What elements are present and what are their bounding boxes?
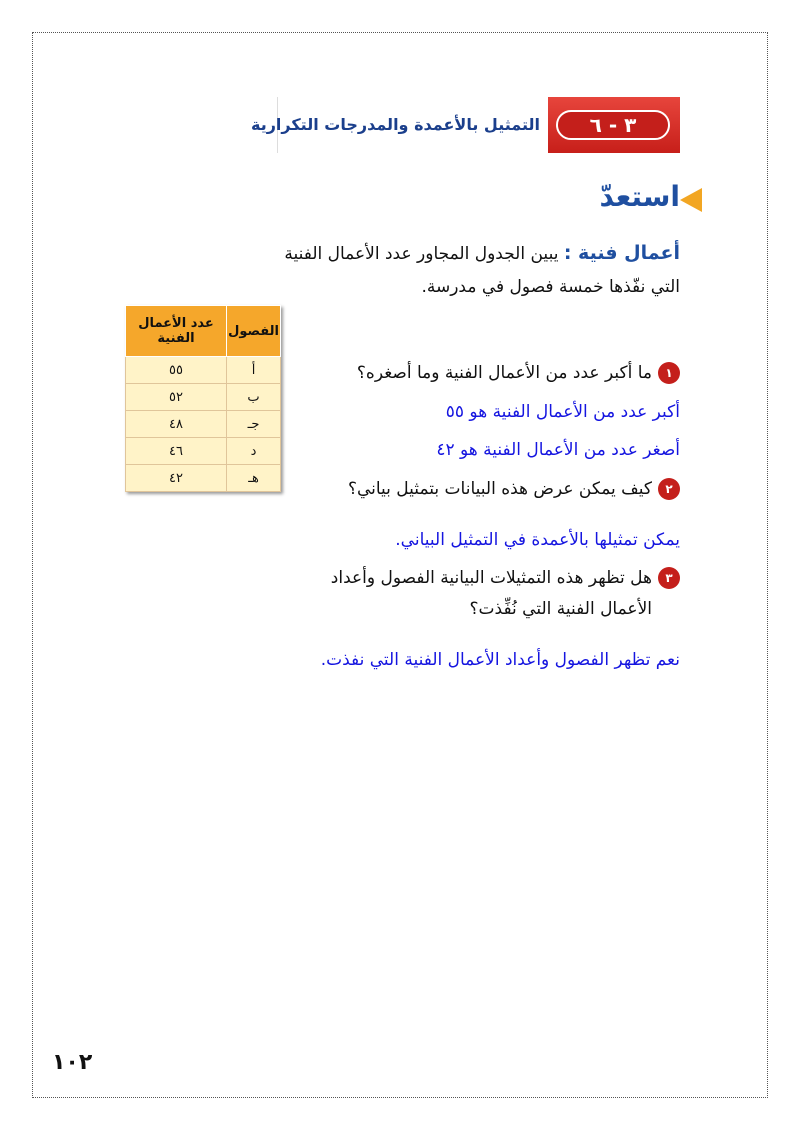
table-cell-class: ب — [227, 384, 281, 411]
lesson-number: ٣ - ٦ — [556, 110, 670, 140]
table-cell-class: أ — [227, 357, 281, 384]
table-cell-count: ٤٦ — [126, 438, 227, 465]
table-cell-count: ٤٨ — [126, 411, 227, 438]
table-cell-count: ٤٢ — [126, 465, 227, 492]
lesson-header — [251, 97, 680, 153]
question-2 — [348, 478, 680, 500]
question-text: ما أكبر عدد من الأعمال الفنية وما أصغره؟ — [356, 363, 652, 383]
table-cell-count: ٥٥ — [126, 357, 227, 384]
answer-3: نعم تظهر الفصول وأعداد الأعمال الفنية التي نفذت. — [320, 650, 680, 670]
data-table — [125, 305, 281, 492]
table-header-classes: الفصول — [227, 306, 281, 357]
question-number: ٣ — [658, 567, 680, 589]
intro-label: أعمال فنية : — [563, 242, 680, 264]
table-row — [126, 438, 281, 465]
table-header-row — [126, 306, 281, 357]
table-cell-class: د — [227, 438, 281, 465]
page-number: ١٠٢ — [52, 1050, 93, 1075]
lesson-title: التمثيل بالأعمدة والمدرجات التكرارية — [251, 115, 540, 134]
question-1 — [357, 362, 680, 384]
question-text: كيف يمكن عرض هذه البيانات بتمثيل بياني؟ — [347, 479, 652, 499]
question-text-line-1: هل تظهر هذه التمثيلات البيانية الفصول وأعداد — [330, 568, 652, 588]
question-number: ٢ — [658, 478, 680, 500]
answer-1-line-1: أكبر عدد من الأعمال الفنية هو ٥٥ — [445, 402, 680, 422]
table-row — [126, 411, 281, 438]
table-row — [126, 465, 281, 492]
table-cell-class: هـ — [227, 465, 281, 492]
intro-paragraph — [280, 237, 680, 304]
arrow-icon — [680, 188, 702, 212]
table-row — [126, 357, 281, 384]
answer-1-line-2: أصغر عدد من الأعمال الفنية هو ٤٢ — [436, 440, 680, 460]
table-cell-count: ٥٢ — [126, 384, 227, 411]
answer-2: يمكن تمثيلها بالأعمدة في التمثيل البياني. — [395, 530, 680, 550]
question-3-line-2: الأعمال الفنية التي نُفِّذت؟ — [469, 599, 652, 619]
question-number: ١ — [658, 362, 680, 384]
lesson-badge — [548, 97, 680, 153]
table-row — [126, 384, 281, 411]
intro-text: يبين الجدول المجاور عدد الأعمال الفنية التي نفّذها خمسة فصول في مدرسة. — [284, 244, 680, 297]
table-cell-class: جـ — [227, 411, 281, 438]
table-header-count: عدد الأعمال الفنية — [126, 306, 227, 357]
question-3 — [331, 567, 680, 589]
ready-heading: استعدّ — [599, 180, 680, 213]
